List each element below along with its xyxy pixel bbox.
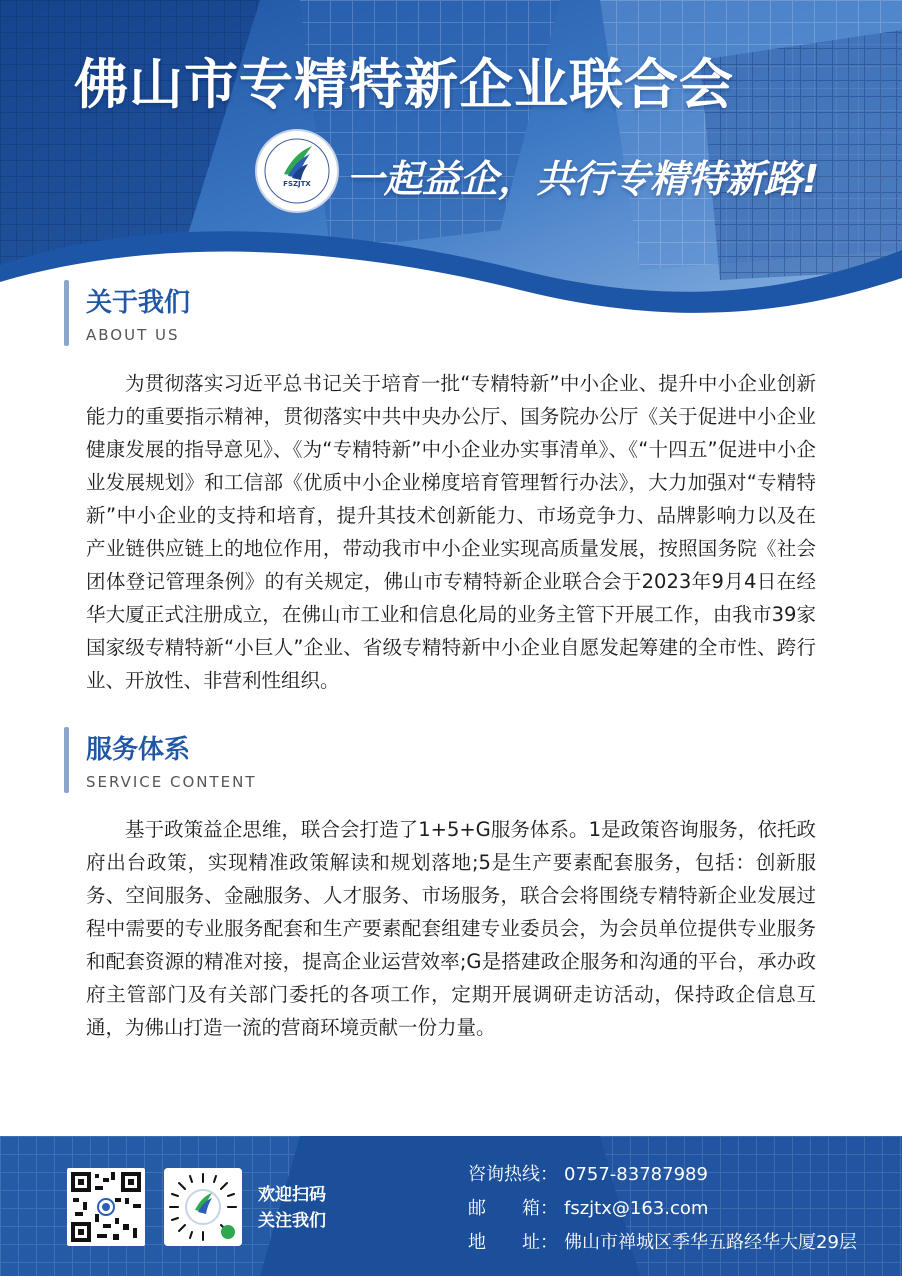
email-label: 邮 箱： <box>468 1198 558 1219</box>
hotline-label: 咨询热线： <box>468 1164 558 1185</box>
email-row <box>468 1192 857 1226</box>
hotline-row <box>468 1158 857 1192</box>
org-title: 佛山市专精特新企业联合会 <box>74 53 734 116</box>
scan-line-1: 欢迎扫码 <box>258 1185 326 1205</box>
about-subtitle: ABOUT US <box>86 326 180 344</box>
section-accent-bar <box>64 727 69 793</box>
association-logo <box>254 128 340 214</box>
header-banner <box>0 0 902 330</box>
service-paragraph: 基于政策益企思维，联合会打造了1+5+G服务体系。1是政策咨询服务，依托政府出台政策，实现精准政策解读和规划落地;5是生产要素配套服务，包括：创新服务、空间服务、金融服务、人才服务、市场服务，联合会将围绕专精特新企业发展过程中需要的专业服务配套和生产要素配套组建专业委员会，为会员单位提供专业服务和配套资源的精准对接，提高企业运营效率;G是搭建政企服务和沟通的平台，承办政府主管部门及有关部门委托的各项工作，定期开展调研走访活动，保持政企信息互通，为佛山打造一流的营商环境贡献一份力量。 <box>86 818 816 1039</box>
slogan: 一起益企，共行专精特新路! <box>346 157 820 201</box>
service-subtitle: SERVICE CONTENT <box>86 773 257 791</box>
address-row <box>468 1226 857 1260</box>
mini-program-code <box>164 1168 242 1246</box>
email-value[interactable]: fszjtx@163.com <box>564 1198 709 1219</box>
scan-prompt <box>258 1182 326 1234</box>
about-title: 关于我们 <box>86 288 191 318</box>
logo-emblem-icon <box>254 128 340 214</box>
qr-code-icon <box>67 1168 145 1246</box>
logo-text: FSZJTX <box>283 180 311 188</box>
scan-line-2: 关注我们 <box>258 1211 326 1231</box>
section-accent-bar <box>64 280 69 346</box>
mini-program-code-icon <box>164 1168 242 1246</box>
contact-info <box>468 1158 857 1260</box>
service-title: 服务体系 <box>86 735 191 765</box>
footer <box>0 1136 902 1276</box>
wechat-qr-code <box>67 1168 145 1246</box>
hotline-value[interactable]: 0757-83787989 <box>564 1164 708 1185</box>
about-paragraph: 为贯彻落实习近平总书记关于培育一批“专精特新”中小企业、提升中小企业创新能力的重要指示精神，贯彻落实中共中央办公厅、国务院办公厅《关于促进中小企业健康发展的指导意见》、《为“专精特新”中小企业办实事清单》、《“十四五”促进中小企业发展规划》和工信部《优质中小企业梯度培育管理暂行办法》，大力加强对“专精特新”中小企业的支持和培育，提升其技术创新能力、市场竞争力、品牌影响力以及在产业链供应链上的地位作用，带动我市中小企业实现高质量发展，按照国务院《社会团体登记管理条例》的有关规定，佛山市专精特新企业联合会于2023年9月4日在经华大厦正式注册成立，在佛山市工业和信息化局的业务主管下开展工作，由我市39家国家级专精特新“小巨人”企业、省级专精特新中小企业自愿发起筹建的全市性、跨行业、开放性、非营利性组织。 <box>86 372 816 692</box>
address-label: 地 址： <box>468 1232 558 1253</box>
address-value: 佛山市禅城区季华五路经华大厦29层 <box>564 1232 857 1253</box>
